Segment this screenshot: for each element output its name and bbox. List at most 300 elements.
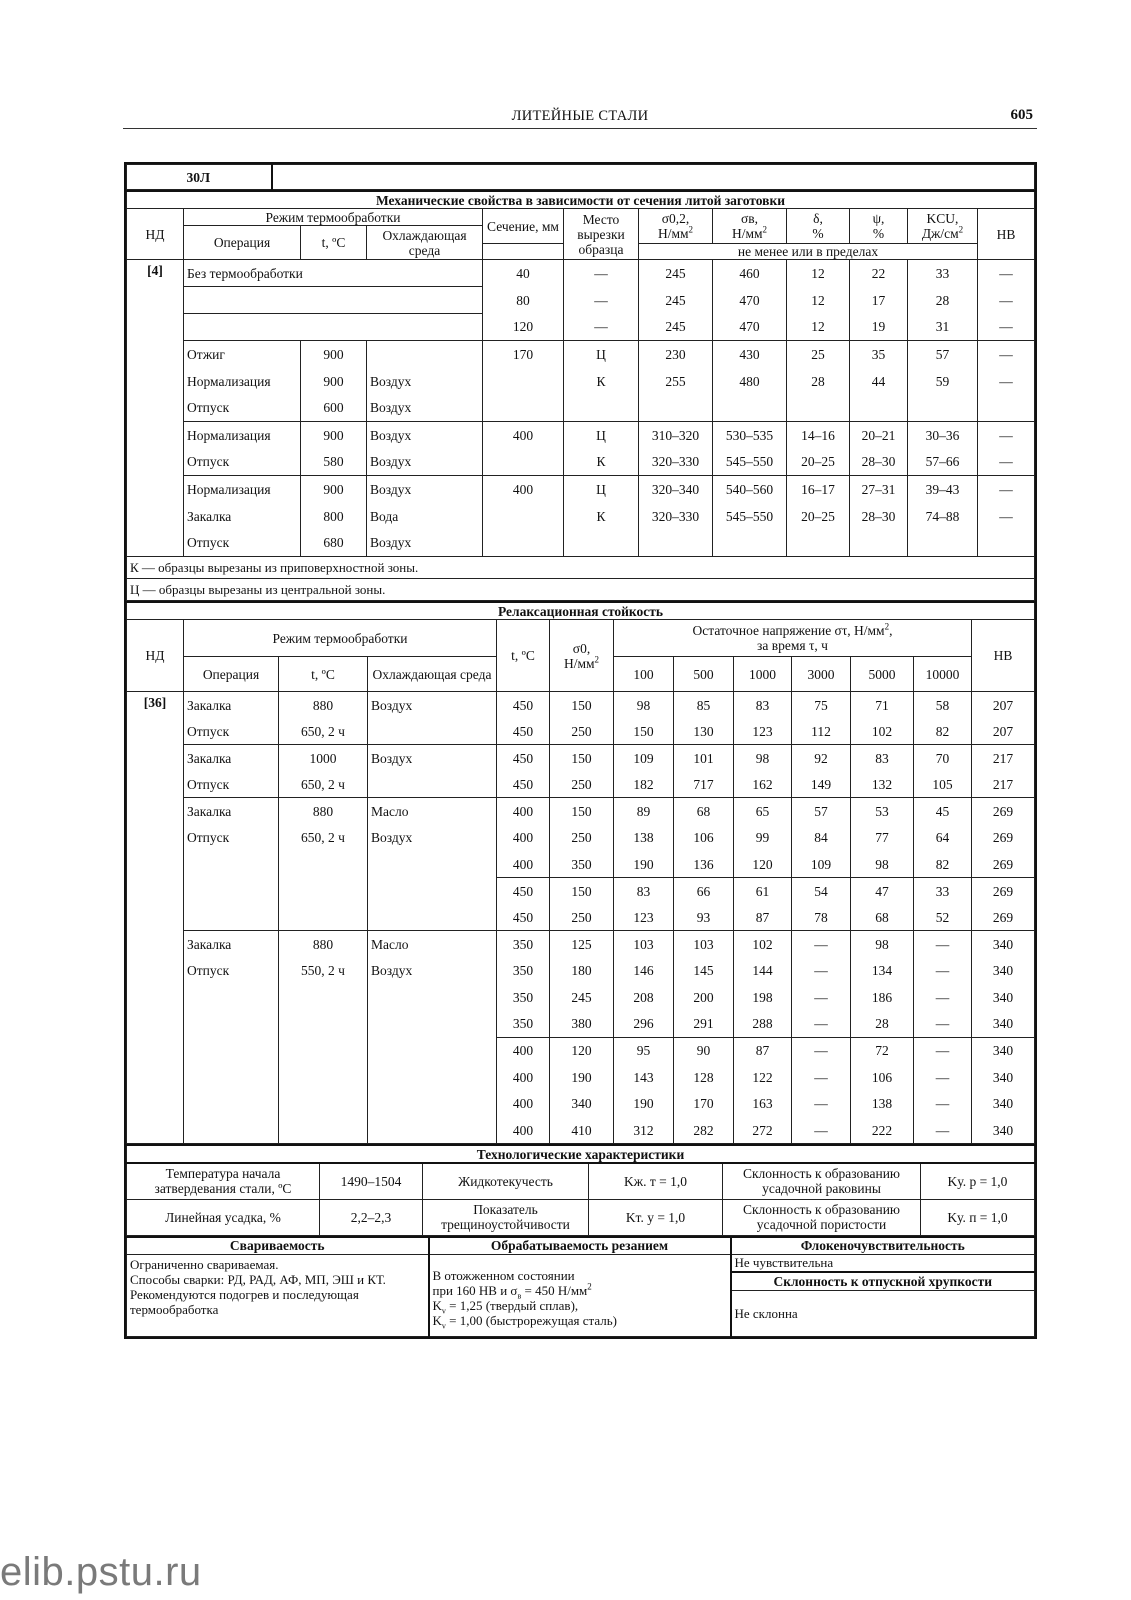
relax-op bbox=[184, 878, 279, 905]
tech-fluidity-label: Жидкотекучесть bbox=[423, 1163, 589, 1199]
table-cell: 217 bbox=[972, 771, 1035, 798]
relax-temp: 650, 2 ч bbox=[279, 718, 368, 745]
table-cell: — bbox=[792, 984, 851, 1011]
table-cell: 65 bbox=[734, 798, 792, 825]
table-row bbox=[127, 957, 1035, 984]
table-cell: — bbox=[564, 314, 639, 341]
table-cell: 400 bbox=[497, 851, 550, 878]
relax-op: Закалка bbox=[184, 931, 279, 958]
mech-cool: Воздух bbox=[367, 530, 483, 557]
table-cell: 269 bbox=[972, 798, 1035, 825]
mech-h-s02: σ0,2, $Н/мм^2$ bbox=[639, 209, 713, 244]
table-cell: 102 bbox=[851, 718, 914, 745]
relax-temp bbox=[279, 904, 368, 931]
table-cell: 12 bbox=[787, 287, 850, 314]
table-row bbox=[127, 1090, 1035, 1117]
table-cell: 540–560 bbox=[713, 476, 787, 503]
table-cell: 66 bbox=[674, 878, 734, 905]
mech-h-hb: НВ bbox=[978, 209, 1035, 260]
table-cell: 120 bbox=[550, 1037, 614, 1064]
table-row bbox=[127, 984, 1035, 1011]
table-cell bbox=[850, 395, 908, 422]
table-cell: 144 bbox=[734, 957, 792, 984]
relax-op bbox=[184, 1064, 279, 1091]
table-cell: 33 bbox=[908, 260, 978, 287]
table-cell: 14–16 bbox=[787, 422, 850, 449]
table-cell: 31 bbox=[908, 314, 978, 341]
table-cell: 16–17 bbox=[787, 476, 850, 503]
table-cell: 64 bbox=[914, 824, 972, 851]
mech-h-d: δ, % bbox=[787, 209, 850, 244]
mech-op: Нормализация bbox=[184, 422, 301, 449]
table-cell bbox=[483, 368, 564, 395]
table-row bbox=[127, 824, 1035, 851]
tech-crack-value: Kт. у = 1,0 bbox=[589, 1199, 723, 1235]
mach-title: Обрабатываемость резанием bbox=[429, 1237, 731, 1255]
mech-title: Механические свойства в зависимости от сечения литой заготовки bbox=[127, 191, 1035, 209]
table-cell: 61 bbox=[734, 878, 792, 905]
relax-op bbox=[184, 1117, 279, 1144]
mech-cool: Воздух bbox=[367, 395, 483, 422]
mech-h-nm: не менее или в пределах bbox=[639, 244, 978, 260]
table-cell: 340 bbox=[972, 931, 1035, 958]
table-cell: 58 bbox=[914, 692, 972, 719]
table-cell: — bbox=[564, 287, 639, 314]
relax-h-nd: НД bbox=[127, 620, 184, 692]
relax-temp bbox=[279, 1117, 368, 1144]
relax-op bbox=[184, 904, 279, 931]
table-cell: 291 bbox=[674, 1011, 734, 1038]
table-row bbox=[127, 287, 1035, 314]
table-row bbox=[127, 341, 1035, 368]
table-cell: 149 bbox=[792, 771, 851, 798]
relax-temp: 650, 2 ч bbox=[279, 771, 368, 798]
relax-table bbox=[126, 601, 1035, 1144]
table-cell bbox=[908, 395, 978, 422]
table-cell: 350 bbox=[497, 984, 550, 1011]
table-cell bbox=[483, 449, 564, 476]
table-cell: 340 bbox=[972, 1117, 1035, 1144]
relax-op bbox=[184, 1011, 279, 1038]
table-cell: 20–25 bbox=[787, 449, 850, 476]
relax-cool: Масло bbox=[368, 931, 497, 958]
tech-solid-temp-label: Температура начала затвердевания стали, ºС bbox=[127, 1163, 320, 1199]
table-cell: — bbox=[914, 1090, 972, 1117]
relax-cool: Масло bbox=[368, 798, 497, 825]
table-cell: 340 bbox=[550, 1090, 614, 1117]
relax-cool bbox=[368, 1064, 497, 1091]
relax-cool bbox=[368, 718, 497, 745]
relax-op: Отпуск bbox=[184, 824, 279, 851]
table-cell: 217 bbox=[972, 745, 1035, 772]
relax-temp bbox=[279, 1011, 368, 1038]
table-cell: 460 bbox=[713, 260, 787, 287]
mech-h-sec: Сечение, мм bbox=[483, 209, 564, 244]
table-cell: — bbox=[792, 1037, 851, 1064]
relax-op: Отпуск bbox=[184, 771, 279, 798]
relax-temp: 1000 bbox=[279, 745, 368, 772]
relax-temp bbox=[279, 1037, 368, 1064]
relax-cool: Воздух bbox=[368, 824, 497, 851]
table-cell: 20–21 bbox=[850, 422, 908, 449]
mech-op: Отпуск bbox=[184, 530, 301, 557]
table-cell: — bbox=[978, 449, 1035, 476]
table-cell: 150 bbox=[550, 745, 614, 772]
relax-cool bbox=[368, 1090, 497, 1117]
table-cell: 54 bbox=[792, 878, 851, 905]
table-cell: — bbox=[914, 984, 972, 1011]
table-cell: 400 bbox=[483, 476, 564, 503]
table-cell: 105 bbox=[914, 771, 972, 798]
table-cell: 470 bbox=[713, 287, 787, 314]
table-cell: 52 bbox=[914, 904, 972, 931]
table-cell: 150 bbox=[614, 718, 674, 745]
table-cell: 103 bbox=[674, 931, 734, 958]
running-header bbox=[123, 106, 1037, 129]
table-cell: 57 bbox=[908, 341, 978, 368]
table-cell: 208 bbox=[614, 984, 674, 1011]
table-cell: 85 bbox=[674, 692, 734, 719]
relax-cool bbox=[368, 984, 497, 1011]
table-cell: 180 bbox=[550, 957, 614, 984]
relax-op: Закалка bbox=[184, 745, 279, 772]
table-cell: 450 bbox=[497, 692, 550, 719]
table-row bbox=[127, 449, 1035, 476]
table-cell: — bbox=[792, 931, 851, 958]
table-cell: 400 bbox=[497, 1037, 550, 1064]
table-cell: 22 bbox=[850, 260, 908, 287]
table-cell: — bbox=[978, 260, 1035, 287]
table-cell: 245 bbox=[639, 260, 713, 287]
table-cell: 99 bbox=[734, 824, 792, 851]
table-cell: 207 bbox=[972, 718, 1035, 745]
table-cell: 150 bbox=[550, 692, 614, 719]
relax-temp: 550, 2 ч bbox=[279, 957, 368, 984]
tech-crack-label: Показатель трещиноустойчивости bbox=[423, 1199, 589, 1235]
relax-nd: [36] bbox=[127, 692, 184, 1144]
table-cell: 95 bbox=[614, 1037, 674, 1064]
tech-porosity-label: Склонность к образованию усадочной пористости bbox=[723, 1199, 921, 1235]
relax-op bbox=[184, 1090, 279, 1117]
mech-h-mode: Режим термообработки bbox=[184, 209, 483, 226]
table-cell: 310–320 bbox=[639, 422, 713, 449]
table-cell: — bbox=[978, 503, 1035, 530]
table-cell: 245 bbox=[550, 984, 614, 1011]
table-cell: 80 bbox=[483, 287, 564, 314]
weld-text: Ограниченно свариваемая. Способы сварки: РД, РАД, АФ, МП, ЭШ и КТ. Рекомендуются подогрев и последующая термообработка bbox=[127, 1254, 429, 1336]
table-cell: 340 bbox=[972, 1064, 1035, 1091]
table-cell: 134 bbox=[851, 957, 914, 984]
mech-op: Отжиг bbox=[184, 341, 301, 368]
mech-op: Отпуск bbox=[184, 449, 301, 476]
table-cell: 269 bbox=[972, 878, 1035, 905]
mech-temp: 580 bbox=[301, 449, 367, 476]
mech-temp: 900 bbox=[301, 341, 367, 368]
table-cell: 92 bbox=[792, 745, 851, 772]
table-cell: 101 bbox=[674, 745, 734, 772]
table-cell: 93 bbox=[674, 904, 734, 931]
mech-table bbox=[126, 190, 1035, 601]
table-row bbox=[127, 503, 1035, 530]
table-cell: 450 bbox=[497, 745, 550, 772]
table-cell: Ц bbox=[564, 476, 639, 503]
table-cell: — bbox=[978, 341, 1035, 368]
table-cell: 190 bbox=[614, 851, 674, 878]
table-cell: 190 bbox=[614, 1090, 674, 1117]
table-cell: 320–330 bbox=[639, 449, 713, 476]
table-cell: 340 bbox=[972, 957, 1035, 984]
table-cell: — bbox=[978, 287, 1035, 314]
table-cell: 162 bbox=[734, 771, 792, 798]
table-cell: 143 bbox=[614, 1064, 674, 1091]
table-cell: 350 bbox=[497, 931, 550, 958]
table-cell: 340 bbox=[972, 1011, 1035, 1038]
table-cell: 282 bbox=[674, 1117, 734, 1144]
grade-row bbox=[126, 164, 1035, 190]
relax-h-time: 5000 bbox=[851, 657, 914, 692]
relax-temp bbox=[279, 878, 368, 905]
table-cell: 145 bbox=[674, 957, 734, 984]
relax-h-time: 3000 bbox=[792, 657, 851, 692]
table-cell: 123 bbox=[734, 718, 792, 745]
table-cell: 380 bbox=[550, 1011, 614, 1038]
table-cell: 450 bbox=[497, 771, 550, 798]
grade-label: 30Л bbox=[184, 165, 272, 190]
table-cell: 33 bbox=[914, 878, 972, 905]
table-cell: 83 bbox=[734, 692, 792, 719]
table-cell bbox=[787, 530, 850, 557]
table-cell: 222 bbox=[851, 1117, 914, 1144]
table-cell: 340 bbox=[972, 984, 1035, 1011]
watermark: elib.pstu.ru bbox=[0, 1550, 202, 1594]
table-cell: — bbox=[792, 1117, 851, 1144]
table-row bbox=[127, 798, 1035, 825]
table-cell bbox=[483, 503, 564, 530]
table-cell: 25 bbox=[787, 341, 850, 368]
mech-op: Нормализация bbox=[184, 476, 301, 503]
table-cell: 190 bbox=[550, 1064, 614, 1091]
table-cell: 138 bbox=[614, 824, 674, 851]
table-cell: 150 bbox=[550, 798, 614, 825]
table-cell: Ц bbox=[564, 422, 639, 449]
table-row bbox=[127, 260, 1035, 287]
table-cell: 138 bbox=[851, 1090, 914, 1117]
table-cell: — bbox=[914, 957, 972, 984]
table-cell: 98 bbox=[614, 692, 674, 719]
mech-note-c: Ц — образцы вырезаны из центральной зоны. bbox=[127, 579, 1035, 601]
table-cell: 269 bbox=[972, 904, 1035, 931]
table-cell: 123 bbox=[614, 904, 674, 931]
relax-h-time: 1000 bbox=[734, 657, 792, 692]
table-row bbox=[127, 878, 1035, 905]
mech-cool: Воздух bbox=[367, 476, 483, 503]
table-cell bbox=[483, 395, 564, 422]
relax-h-rest: Остаточное напряжение στ, $Н/мм^2$, за время τ, ч bbox=[614, 620, 972, 657]
mech-temp: 800 bbox=[301, 503, 367, 530]
table-cell: Ц bbox=[564, 341, 639, 368]
table-cell: 182 bbox=[614, 771, 674, 798]
table-cell: — bbox=[978, 368, 1035, 395]
relax-cool bbox=[368, 1037, 497, 1064]
table-cell: 106 bbox=[674, 824, 734, 851]
relax-cool bbox=[368, 904, 497, 931]
table-row bbox=[127, 692, 1035, 719]
table-row bbox=[127, 530, 1035, 557]
table-cell: 89 bbox=[614, 798, 674, 825]
flock-value: Не чувствительна bbox=[731, 1254, 1035, 1272]
relax-h-time: 500 bbox=[674, 657, 734, 692]
table-cell: 230 bbox=[639, 341, 713, 368]
tech-porosity-value: Kу. п = 1,0 bbox=[921, 1199, 1035, 1235]
mech-op: Без термообработки bbox=[184, 260, 483, 287]
relax-temp bbox=[279, 1064, 368, 1091]
table-cell bbox=[850, 530, 908, 557]
table-cell: 320–330 bbox=[639, 503, 713, 530]
relax-cool bbox=[368, 1011, 497, 1038]
relax-h-s0: σ0, $Н/мм^2$ bbox=[550, 620, 614, 692]
mech-cool bbox=[367, 341, 483, 368]
table-cell: — bbox=[914, 1011, 972, 1038]
table-cell: 112 bbox=[792, 718, 851, 745]
table-cell: 77 bbox=[851, 824, 914, 851]
relax-temp: 880 bbox=[279, 798, 368, 825]
table-cell: 450 bbox=[497, 718, 550, 745]
relax-cool bbox=[368, 1117, 497, 1144]
table-cell: 103 bbox=[614, 931, 674, 958]
table-row bbox=[127, 368, 1035, 395]
table-cell: 269 bbox=[972, 824, 1035, 851]
table-cell: 186 bbox=[851, 984, 914, 1011]
table-cell: 20–25 bbox=[787, 503, 850, 530]
mech-op: Нормализация bbox=[184, 368, 301, 395]
table-cell: 400 bbox=[483, 422, 564, 449]
relax-op bbox=[184, 1037, 279, 1064]
mech-temp: 600 bbox=[301, 395, 367, 422]
table-row bbox=[127, 476, 1035, 503]
table-cell: 98 bbox=[734, 745, 792, 772]
table-cell: 340 bbox=[972, 1037, 1035, 1064]
tech-fluidity-value: Kж. т = 1,0 bbox=[589, 1163, 723, 1199]
table-row bbox=[127, 904, 1035, 931]
table-row bbox=[127, 851, 1035, 878]
table-cell: 146 bbox=[614, 957, 674, 984]
relax-h-time: 100 bbox=[614, 657, 674, 692]
mach-text: В отожженном состоянии при 160 НВ и $\sigma_в = 450$ $Н/мм^2$ $K_v = 1,25$ (твердый сплав), $K_v = 1,00$ (быстрорежущая сталь) bbox=[429, 1254, 731, 1336]
relax-temp bbox=[279, 984, 368, 1011]
relax-temp: 650, 2 ч bbox=[279, 824, 368, 851]
table-cell: 296 bbox=[614, 1011, 674, 1038]
table-cell: К bbox=[564, 449, 639, 476]
relax-h-op: Операция bbox=[184, 657, 279, 692]
table-cell: 400 bbox=[497, 1064, 550, 1091]
relax-cool: Воздух bbox=[368, 692, 497, 719]
table-cell: 250 bbox=[550, 771, 614, 798]
relax-h-top: t, ºС bbox=[279, 657, 368, 692]
table-cell: — bbox=[792, 957, 851, 984]
mech-h-psi: ψ, % bbox=[850, 209, 908, 244]
table-cell: 106 bbox=[851, 1064, 914, 1091]
relax-op bbox=[184, 851, 279, 878]
table-cell bbox=[978, 395, 1035, 422]
table-cell: 272 bbox=[734, 1117, 792, 1144]
steel-table bbox=[124, 162, 1037, 1339]
table-cell: 19 bbox=[850, 314, 908, 341]
table-cell: 28 bbox=[851, 1011, 914, 1038]
table-cell: 90 bbox=[674, 1037, 734, 1064]
table-cell: 250 bbox=[550, 824, 614, 851]
table-cell: 59 bbox=[908, 368, 978, 395]
table-cell: 122 bbox=[734, 1064, 792, 1091]
table-cell: — bbox=[914, 1064, 972, 1091]
relax-h-time: 10000 bbox=[914, 657, 972, 692]
table-cell: — bbox=[914, 931, 972, 958]
table-cell: 44 bbox=[850, 368, 908, 395]
header-title: ЛИТЕЙНЫЕ СТАЛИ bbox=[511, 108, 649, 124]
table-cell: 71 bbox=[851, 692, 914, 719]
table-cell: 70 bbox=[914, 745, 972, 772]
relax-cool bbox=[368, 771, 497, 798]
table-cell: 98 bbox=[851, 851, 914, 878]
table-cell: 198 bbox=[734, 984, 792, 1011]
table-cell: К bbox=[564, 503, 639, 530]
table-cell: 320–340 bbox=[639, 476, 713, 503]
table-cell: 400 bbox=[497, 1090, 550, 1117]
table-row bbox=[127, 771, 1035, 798]
relax-cool: Воздух bbox=[368, 745, 497, 772]
table-cell: 87 bbox=[734, 904, 792, 931]
table-row bbox=[127, 1064, 1035, 1091]
table-cell: 12 bbox=[787, 314, 850, 341]
table-cell: 340 bbox=[972, 1090, 1035, 1117]
table-cell: 132 bbox=[851, 771, 914, 798]
tech-shrink-cavity-value: Kу. р = 1,0 bbox=[921, 1163, 1035, 1199]
mech-temp: 900 bbox=[301, 476, 367, 503]
table-cell: 250 bbox=[550, 718, 614, 745]
table-cell: 28–30 bbox=[850, 449, 908, 476]
table-cell: 45 bbox=[914, 798, 972, 825]
table-cell: 170 bbox=[674, 1090, 734, 1117]
table-cell: 27–31 bbox=[850, 476, 908, 503]
table-cell bbox=[483, 530, 564, 557]
table-row bbox=[127, 395, 1035, 422]
tech-table bbox=[126, 1144, 1035, 1236]
flock-title: Флокеночувствительность bbox=[731, 1237, 1035, 1255]
table-cell: 30–36 bbox=[908, 422, 978, 449]
table-cell bbox=[564, 530, 639, 557]
table-cell: — bbox=[914, 1037, 972, 1064]
relax-op: Закалка bbox=[184, 798, 279, 825]
mech-h-op: Операция bbox=[184, 226, 301, 260]
table-cell: 350 bbox=[497, 1011, 550, 1038]
mech-cool: Воздух bbox=[367, 422, 483, 449]
table-cell: 82 bbox=[914, 718, 972, 745]
relax-h-mode: Режим термообработки bbox=[184, 620, 497, 657]
relax-cool bbox=[368, 878, 497, 905]
weld-title: Свариваемость bbox=[127, 1237, 429, 1255]
table-cell: 470 bbox=[713, 314, 787, 341]
table-cell: 74–88 bbox=[908, 503, 978, 530]
relax-temp: 880 bbox=[279, 931, 368, 958]
table-cell: — bbox=[792, 1011, 851, 1038]
tech-shrink-cavity-label: Склонность к образованию усадочной раковины bbox=[723, 1163, 921, 1199]
table-cell: 98 bbox=[851, 931, 914, 958]
table-cell: — bbox=[792, 1064, 851, 1091]
table-cell: 400 bbox=[497, 798, 550, 825]
relax-h-hb: НВ bbox=[972, 620, 1035, 692]
table-row bbox=[127, 718, 1035, 745]
table-cell: 207 bbox=[972, 692, 1035, 719]
table-cell: 545–550 bbox=[713, 503, 787, 530]
